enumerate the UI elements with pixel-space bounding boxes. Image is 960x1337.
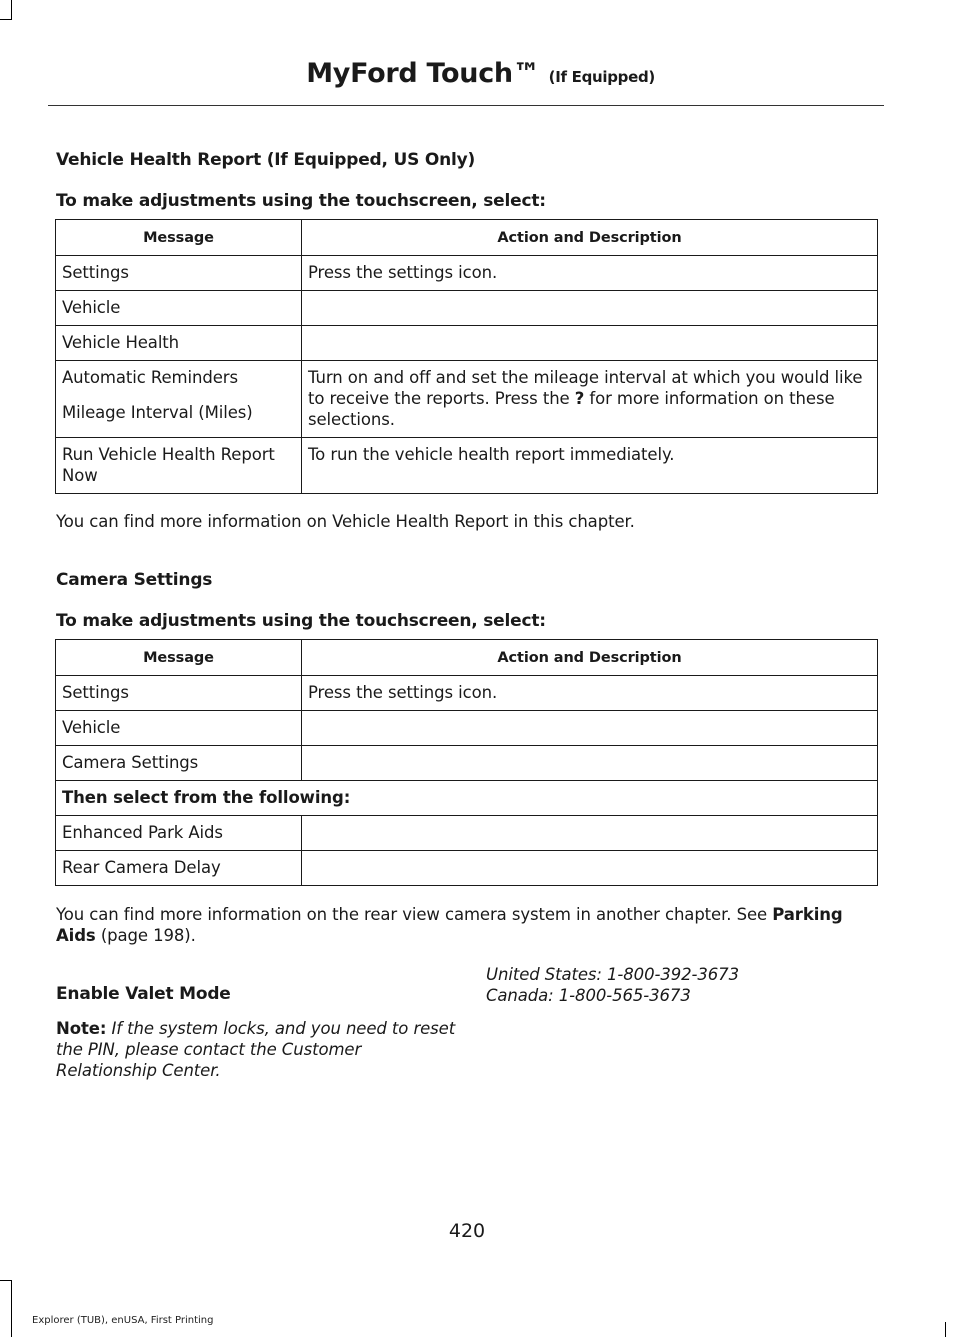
phone-numbers	[486, 964, 886, 1006]
note-text: (page 198).	[95, 926, 196, 945]
section-intro-camera-settings: To make adjustments using the touchscreen, select:	[56, 611, 546, 631]
crop-mark	[0, 1280, 12, 1281]
action-cell	[302, 291, 878, 326]
table-row	[56, 816, 878, 851]
note-text: You can find more information on the rear view camera system in another chapter. See	[56, 905, 773, 924]
action-cell	[302, 816, 878, 851]
table-row	[56, 291, 878, 326]
table-row	[56, 361, 878, 438]
table-row	[56, 326, 878, 361]
page-header-title	[306, 58, 655, 89]
table-header-row	[56, 220, 878, 256]
message-cell: Settings	[56, 256, 302, 291]
crop-mark	[11, 0, 12, 20]
column-header-action: Action and Description	[302, 640, 878, 676]
table-row	[56, 256, 878, 291]
table-header-row	[56, 640, 878, 676]
action-cell: Press the settings icon.	[302, 256, 878, 291]
note-body: If the system locks, and you need to reset the PIN, please contact the Customer Relationship Center.	[56, 1019, 456, 1080]
column-header-message: Message	[56, 640, 302, 676]
column-header-action: Action and Description	[302, 220, 878, 256]
action-cell	[302, 361, 878, 438]
phone-canada: Canada: 1-800-565-3673	[486, 986, 691, 1005]
parking-aids-link[interactable]: Parking Aids	[56, 905, 843, 945]
section-heading-vehicle-health: Vehicle Health Report (If Equipped, US Only)	[56, 150, 476, 170]
table-row	[56, 781, 878, 816]
camera-settings-note	[56, 904, 886, 946]
table-row	[56, 711, 878, 746]
message-cell: Vehicle Health	[56, 326, 302, 361]
header-title-suffix: (If Equipped)	[548, 68, 655, 86]
message-cell: Enhanced Park Aids	[56, 816, 302, 851]
message-cell: Camera Settings	[56, 746, 302, 781]
action-text: for more information on these selections.	[308, 389, 835, 429]
table-row	[56, 746, 878, 781]
note-label: Note:	[56, 1019, 107, 1038]
camera-settings-table	[55, 639, 878, 886]
action-text: Turn on and off and set the mileage interval at which you would like to receive the reports. Press the	[308, 368, 863, 408]
vehicle-health-note: You can find more information on Vehicle Health Report in this chapter.	[56, 512, 635, 531]
print-footer: Explorer (TUB), enUSA, First Printing	[32, 1315, 214, 1326]
table-row	[56, 438, 878, 494]
phone-us: United States: 1-800-392-3673	[486, 965, 739, 984]
section-intro-vehicle-health: To make adjustments using the touchscreen, select:	[56, 191, 546, 211]
vehicle-health-table	[55, 219, 878, 494]
crop-mark	[945, 1322, 946, 1337]
table-row	[56, 676, 878, 711]
message-line: Automatic Reminders	[62, 368, 238, 387]
crop-mark	[0, 19, 12, 20]
message-cell: Rear Camera Delay	[56, 851, 302, 886]
action-cell: To run the vehicle health report immediately.	[302, 438, 878, 494]
message-cell: Vehicle	[56, 291, 302, 326]
action-cell: Press the settings icon.	[302, 676, 878, 711]
message-cell: Run Vehicle Health Report Now	[56, 438, 302, 494]
action-cell	[302, 851, 878, 886]
header-rule	[48, 105, 884, 106]
section-heading-valet-mode: Enable Valet Mode	[56, 984, 231, 1004]
table-row	[56, 851, 878, 886]
help-icon: ?	[574, 389, 585, 408]
action-cell	[302, 326, 878, 361]
message-line: Mileage Interval (Miles)	[62, 403, 253, 422]
column-header-message: Message	[56, 220, 302, 256]
action-cell	[302, 746, 878, 781]
message-cell: Vehicle	[56, 711, 302, 746]
valet-note	[56, 1018, 456, 1081]
then-select-row: Then select from the following:	[56, 781, 878, 816]
action-cell	[302, 711, 878, 746]
message-cell	[56, 361, 302, 438]
crop-mark	[11, 1280, 12, 1337]
page-number: 420	[448, 1220, 486, 1242]
section-heading-camera-settings: Camera Settings	[56, 570, 213, 590]
header-title-text: MyFord Touch™	[306, 58, 540, 89]
message-cell: Settings	[56, 676, 302, 711]
